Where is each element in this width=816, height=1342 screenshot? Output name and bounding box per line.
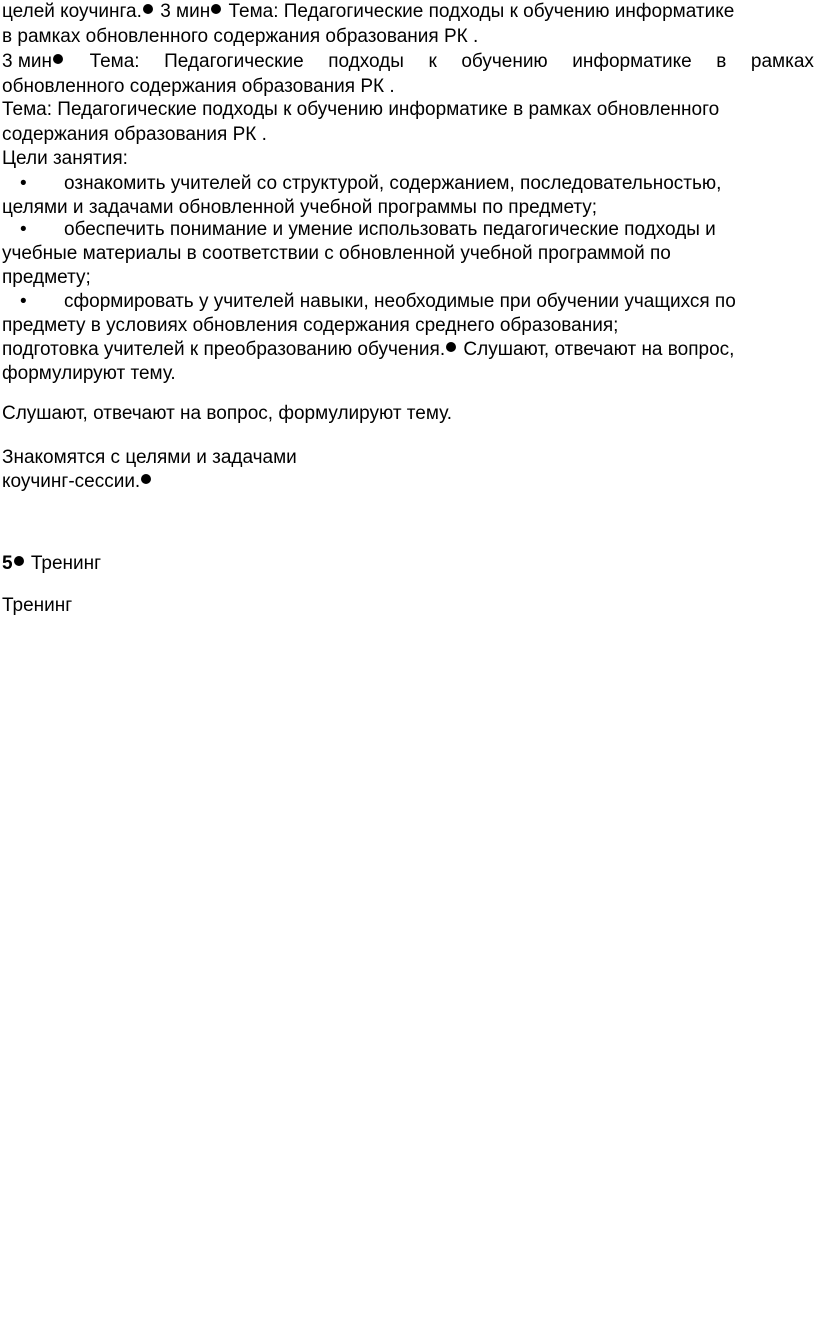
text-acquaint: Знакомятся с целями и задачами [2,447,297,468]
text-listen: Слушают, отвечают на вопрос, формулируют тему. [2,403,453,424]
bullet-dot-icon [211,4,221,14]
text-line-prep-cont: формулируют тему. [2,363,176,384]
list-item-text: ознакомить учителей со структурой, содержанием, последовательностью, [64,173,722,194]
text-goals-end: целей коучинга. [2,1,142,22]
text-step-5 [2,552,101,576]
list-item-text: обеспечить понимание и умение использовать педагогические подходы и [64,219,716,240]
bullet-dot-icon [14,556,24,566]
text-training: Тренинг [30,553,102,574]
bullet-icon: • [20,219,27,240]
text-line-2 [2,25,478,49]
text-topic-3: Тема: Педагогические подходы к обучению информатике в рамках обновленного [2,99,720,120]
text-topic-cont-2: обновленного содержания образования РК . [2,76,395,97]
text-duration-2: 3 мин [2,50,65,74]
text-line-3 [2,50,814,74]
text-line-1 [2,0,734,24]
text-duration: 3 мин [160,1,211,22]
list-item-cont: предмету; [2,267,91,288]
text-line-4 [2,75,395,99]
word-4: к [428,51,437,72]
bullet-dot-icon [53,54,63,64]
word-6: информатике [572,51,692,72]
list-item-cont: целями и задачами обновленной учебной программы по предмету; [2,197,598,218]
word-5: обучению [461,51,548,72]
goals-heading: Цели занятия: [2,148,128,169]
list-item-text: сформировать у учителей навыки, необходимые при обучении учащихся по [64,291,736,312]
bullet-icon: • [20,173,27,194]
word-8: рамках [750,51,814,72]
text-topic: Тема: Педагогические подходы к обучению информатике [228,1,735,22]
text-line-prep: подготовка учителей к преобразованию обучения. Слушают, отвечают на вопрос, [2,339,735,360]
text-line-5 [2,98,719,122]
text-topic-cont: в рамках обновленного содержания образования РК . [2,26,479,47]
bullet-dot-icon [141,474,151,484]
word-2: Педагогические [164,51,304,72]
text-training-2: Тренинг [2,595,73,616]
text-acquaint-cont: коучинг-сессии. [2,470,153,494]
step-number: 5 [2,553,13,574]
list-item-cont: предмету в условиях обновления содержания среднего образования; [2,315,619,336]
text-topic-3-cont: содержания образования РК . [2,124,267,145]
word-3: подходы [328,51,404,72]
word-7: в [716,51,727,72]
list-item-cont: учебные материалы в соответствии с обновленной учебной программой по [2,243,671,264]
bullet-dot-icon [446,342,456,352]
text-line-6 [2,123,267,147]
bullet-dot-icon [143,4,153,14]
word-1: Тема: [89,51,140,72]
bullet-icon: • [20,291,27,312]
